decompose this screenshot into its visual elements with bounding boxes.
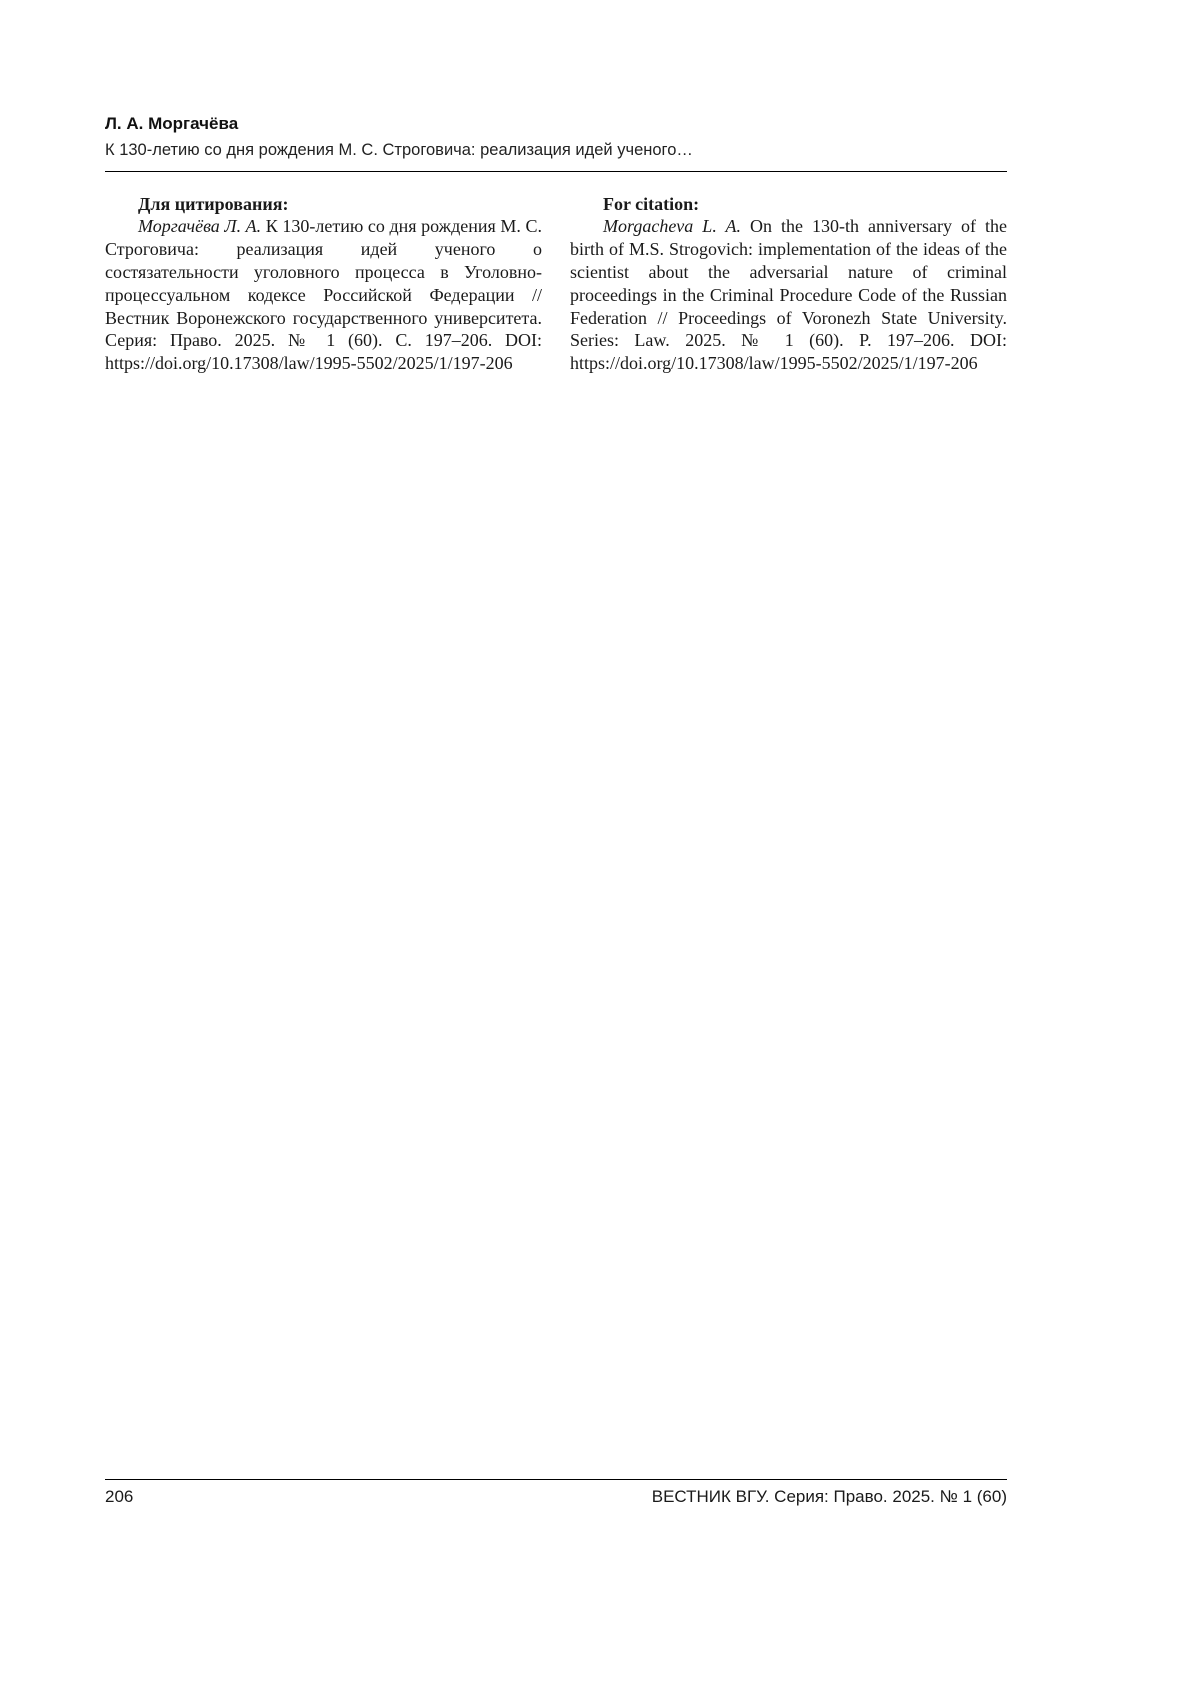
- footer-rule: [105, 1479, 1007, 1480]
- citation-section: [105, 193, 1007, 375]
- page-number: 206: [105, 1487, 134, 1506]
- citation-ru-column: [105, 193, 542, 375]
- citation-en-author: Morgacheva L. A.: [603, 216, 741, 237]
- running-head-title: К 130-летию со дня рождения М. С. Строговича: реализация идей ученого…: [105, 141, 693, 160]
- journal-line: ВЕСТНИК ВГУ. Серия: Право. 2025. № 1 (60): [651, 1487, 1007, 1506]
- citation-ru-author: Моргачёва Л. А.: [138, 216, 262, 237]
- citation-en-paragraph: [570, 215, 1007, 375]
- running-head-author: Л. А. Моргачёва: [105, 114, 239, 133]
- citation-ru-body: К 130-летию со дня рождения М. С. Строговича: реализация идей ученого о состязательности уголовного процесса в Уголовно-процессуальном кодексе Российской Федерации // Вестник Воронежского государственного университета. Серия: Право. 2025. № 1 (60). С. 197–206. DOI: https://doi.org/10.17308/law/1995-5502/2025/1/197-206: [105, 216, 542, 374]
- citation-en-body: On the 130-th anniversary of the birth of M.S. Strogovich: implementation of the ideas of the scientist about the adversarial nature of criminal proceedings in the Criminal Procedure Code of the Russian Federation // Proceedings of Voronezh State University. Series: Law. 2025. № 1 (60). P. 197–206. DOI: https://doi.org/10.17308/law/1995-5502/2025/1/197-206: [570, 216, 1007, 374]
- citation-ru-label: Для цитирования:: [138, 193, 289, 214]
- citation-en-label: For citation:: [603, 193, 700, 214]
- page-footer: [105, 1479, 1007, 1507]
- header-rule: [105, 171, 1007, 172]
- citation-ru-paragraph: [105, 215, 542, 375]
- footer-row: [105, 1487, 1007, 1507]
- citation-en-column: [570, 193, 1007, 375]
- page-content: [105, 0, 1007, 375]
- running-head: [105, 0, 1007, 172]
